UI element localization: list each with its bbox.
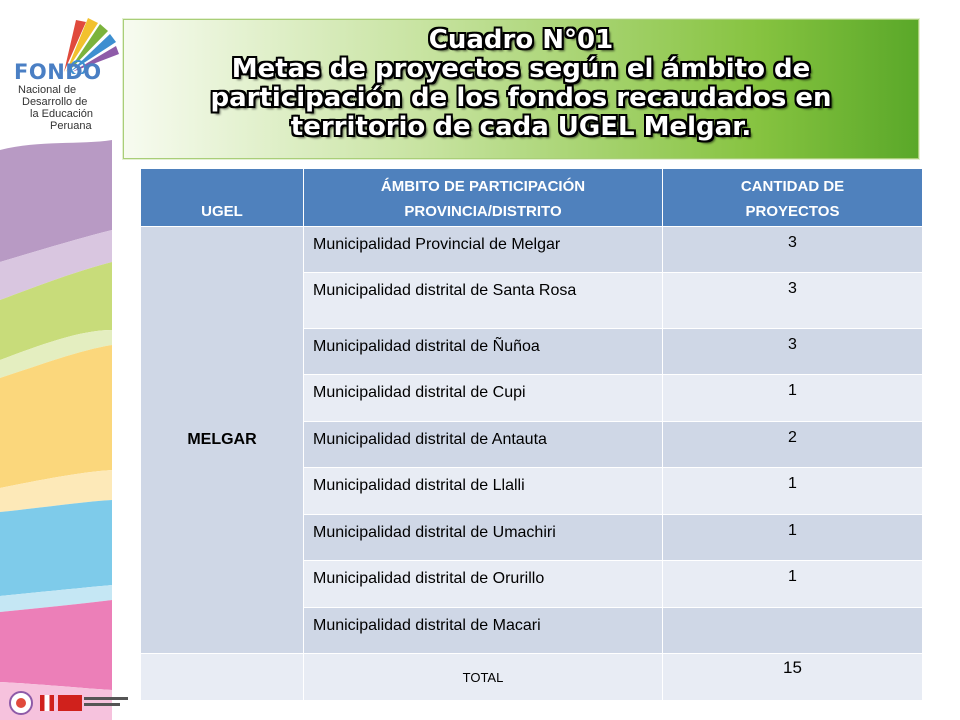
logo-line-4: Peruana <box>50 120 92 132</box>
ministerio-icon <box>58 695 82 711</box>
header-ambito-line-2: PROVINCIA/DISTRITO <box>404 203 562 220</box>
footer-logos <box>8 690 148 716</box>
table-total-row <box>141 654 923 701</box>
header-ugel <box>141 169 304 227</box>
table-row <box>141 227 923 273</box>
logo-line-2: Desarrollo de <box>22 96 88 108</box>
header-cantidad-line-2: PROYECTOS <box>745 203 840 220</box>
total-value: 15 <box>663 654 923 701</box>
header-cantidad <box>663 169 923 227</box>
header-ugel-label: UGEL <box>201 203 243 220</box>
row-ambito: Municipalidad distrital de Macari <box>304 608 663 654</box>
logo-wordmark: FONDO <box>14 60 102 84</box>
title-banner <box>123 19 919 159</box>
row-cantidad: 1 <box>663 468 923 515</box>
row-cantidad: 3 <box>663 227 923 273</box>
title-line-3: participación de los fondos recaudados en <box>210 83 832 113</box>
ribbon-pink <box>0 600 112 690</box>
fondo-logo <box>6 14 126 132</box>
row-cantidad: 1 <box>663 561 923 608</box>
row-ambito: Municipalidad distrital de Ñuñoa <box>304 329 663 375</box>
row-cantidad: 2 <box>663 422 923 468</box>
title-line-4: territorio de cada UGEL Melgar. <box>290 112 752 142</box>
logo-line-1: Nacional de <box>18 84 77 96</box>
ugel-value: MELGAR <box>187 431 257 448</box>
row-cantidad: 1 <box>663 375 923 422</box>
page-title <box>124 26 918 142</box>
row-ambito: Municipalidad distrital de Umachiri <box>304 515 663 561</box>
row-ambito: Municipalidad distrital de Orurillo <box>304 561 663 608</box>
row-cantidad: 1 <box>663 515 923 561</box>
row-ambito: Municipalidad distrital de Llalli <box>304 468 663 515</box>
total-label: TOTAL <box>304 654 663 701</box>
row-cantidad <box>663 608 923 654</box>
row-cantidad: 3 <box>663 273 923 329</box>
total-empty-cell <box>141 654 304 701</box>
header-cantidad-line-1: CANTIDAD DE <box>740 178 845 195</box>
logo-subtitle <box>18 84 93 132</box>
title-line-1: Cuadro N°01 <box>428 25 614 55</box>
ribbon-cyan <box>0 500 112 596</box>
metas-table <box>140 168 923 701</box>
row-ambito: Municipalidad distrital de Antauta <box>304 422 663 468</box>
logo-line-3: la Educación <box>30 108 93 120</box>
row-ambito: Municipalidad distrital de Cupi <box>304 375 663 422</box>
table-header-row <box>141 169 923 227</box>
header-ambito <box>304 169 663 227</box>
row-ambito: Municipalidad distrital de Santa Rosa <box>304 273 663 329</box>
header-ambito-line-1: ÁMBITO DE PARTICIPACIÓN <box>380 178 586 195</box>
title-line-2: Metas de proyectos según el ámbito de <box>231 54 811 84</box>
row-ambito: Municipalidad Provincial de Melgar <box>304 227 663 273</box>
row-cantidad: 3 <box>663 329 923 375</box>
ugel-cell <box>141 227 304 654</box>
